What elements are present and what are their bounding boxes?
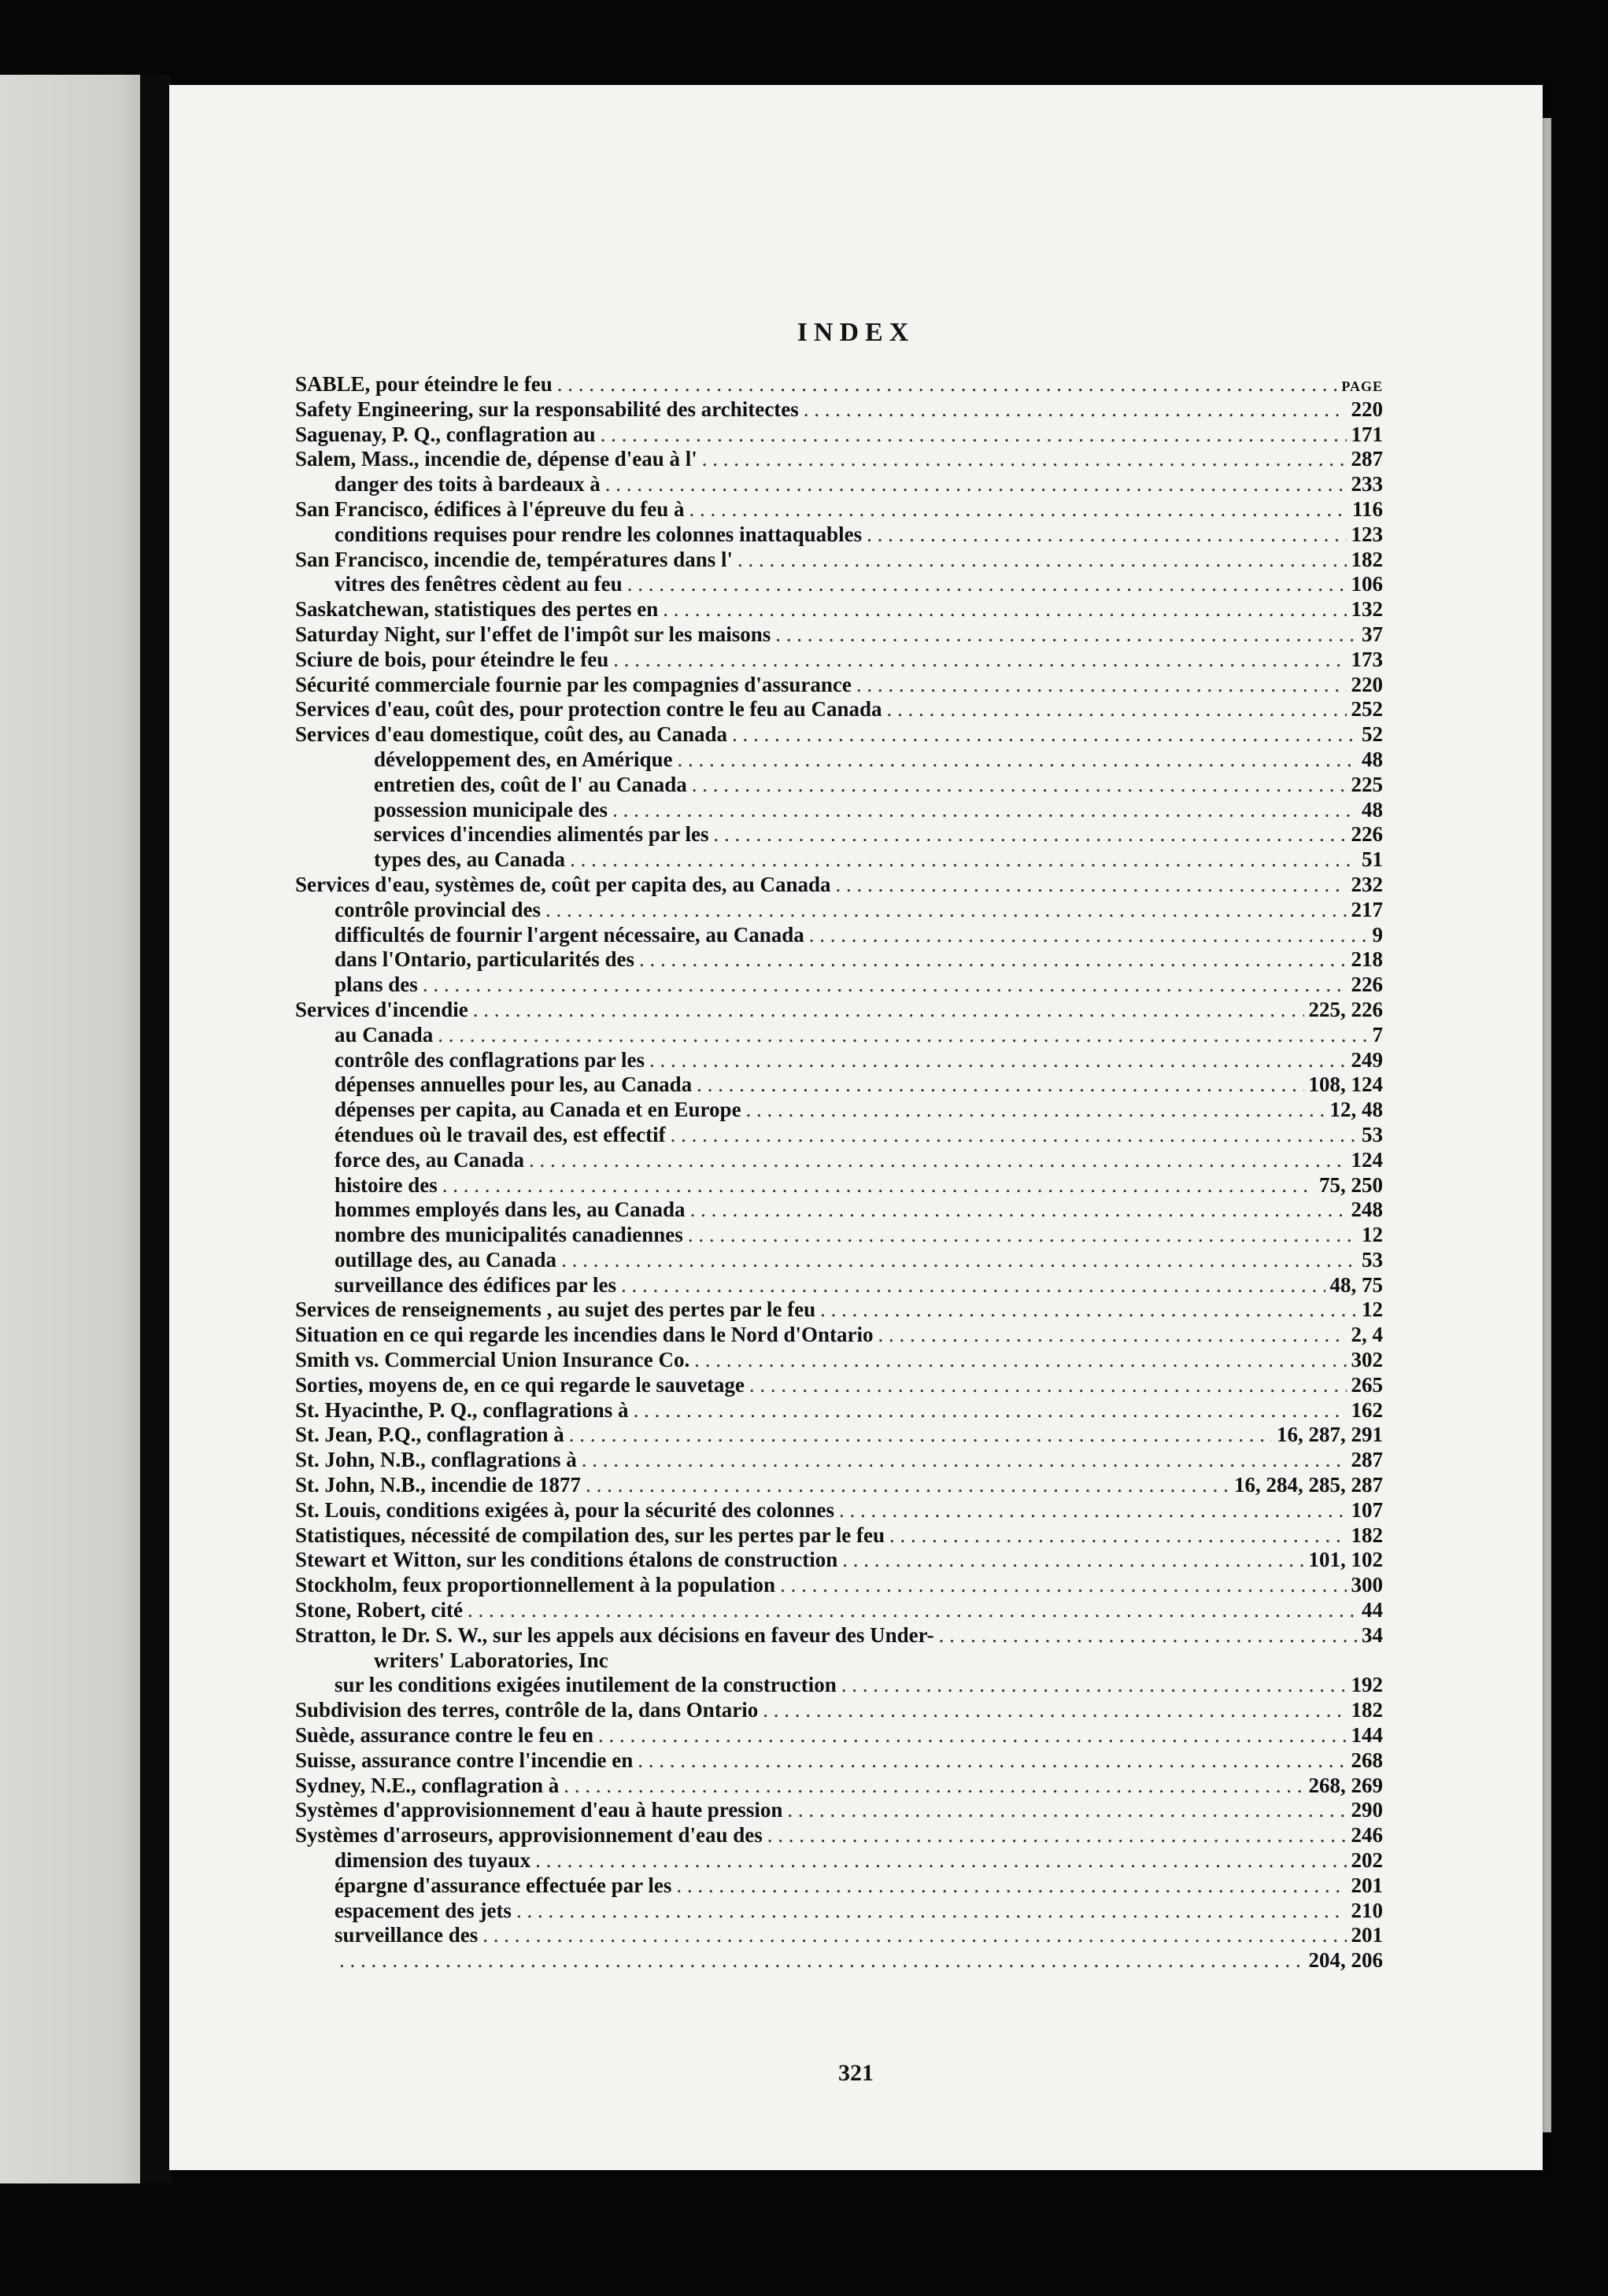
leader-dots (702, 447, 1347, 472)
index-entry-text: vitres des fenêtres cèdent au feu (335, 572, 623, 596)
index-entry-pages: 162 (1351, 1397, 1383, 1422)
index-entry-pages: 225 (1351, 772, 1383, 796)
index-entry-text: contrôle provincial des (335, 897, 541, 921)
leader-dots (677, 747, 1357, 773)
index-entry (295, 1048, 1383, 1073)
index-entry-text: Sydney, N.E., conflagration à (295, 1773, 560, 1797)
index-entry (295, 1573, 1383, 1598)
index-entry-pages: 252 (1351, 697, 1383, 722)
leader-dots (671, 1123, 1357, 1148)
index-entry-pages: 290 (1351, 1798, 1383, 1822)
leader-dots (601, 423, 1347, 448)
index-entry-text: dans l'Ontario, particularités des (335, 947, 635, 972)
index-entry (295, 1848, 1383, 1873)
leader-dots (535, 1848, 1346, 1873)
index-entry-pages: 201 (1351, 1923, 1383, 1947)
index-entry-text: Situation en ce qui regarde les incendies dans le Nord d'Ontario (295, 1323, 874, 1347)
index-entry (295, 497, 1383, 522)
index-entry (295, 597, 1383, 622)
index-entry (295, 1774, 1383, 1799)
index-entry (295, 1448, 1383, 1473)
leader-dots (569, 1423, 1272, 1448)
index-entry (295, 697, 1383, 722)
index-entry-text: danger des toits à bardeaux à (335, 472, 601, 496)
index-entry-text: Sciure de bois, pour éteindre le feu (295, 647, 609, 671)
index-entry (295, 423, 1383, 448)
index-entry (295, 1923, 1383, 1948)
index-entry-pages: 116 (1351, 496, 1383, 521)
index-entry (295, 572, 1383, 597)
index-entry-pages: 52 (1362, 722, 1383, 747)
leader-dots (809, 923, 1368, 948)
leader-dots (737, 548, 1347, 573)
index-entry-pages: 75, 250 (1319, 1172, 1383, 1197)
page-title: INDEX (797, 318, 915, 347)
leader-dots (598, 1723, 1347, 1748)
index-entry-text: Safety Engineering, sur la responsabilité des architectes (295, 397, 799, 421)
index-entry-text: conditions requises pour rendre les colonnes inattaquables (335, 522, 863, 546)
index-entry (295, 1023, 1383, 1048)
index-entry-pages: 9 (1372, 922, 1383, 947)
index-entry (295, 1173, 1383, 1198)
index-entry-text: Services d'eau, coût des, pour protection contre le feu au Canada (295, 697, 882, 722)
leader-dots (688, 1223, 1357, 1248)
leader-dots (767, 1823, 1347, 1848)
index-entry-text: Suède, assurance contre le feu en (295, 1723, 593, 1748)
index-entry-text: San Francisco, édifices à l'épreuve du feu à (295, 496, 685, 521)
index-entry-pages: 12 (1362, 1223, 1383, 1247)
index-entry (295, 873, 1383, 898)
index-entry-pages: 182 (1351, 1523, 1383, 1547)
index-entry-text: entretien des, coût de l' au Canada (374, 772, 687, 796)
page-column-label: PAGE (1341, 378, 1383, 394)
index-entry-pages: 248 (1351, 1198, 1383, 1222)
leader-dots (516, 1899, 1347, 1924)
leader-dots (804, 397, 1347, 423)
leader-dots (886, 697, 1346, 722)
leader-dots (613, 648, 1346, 673)
leader-dots (663, 597, 1346, 622)
index-entry-text: outillage des, au Canada (335, 1247, 557, 1272)
index-entry (295, 722, 1383, 747)
index-entry-pages: 226 (1351, 822, 1383, 847)
index-entry (295, 1648, 1383, 1674)
index-entry-text: nombre des municipalités canadiennes (335, 1223, 683, 1247)
index-entry-pages: 268 (1351, 1748, 1383, 1772)
page-number: 321 (838, 2060, 874, 2086)
index-entry-text: St. John, N.B., conflagrations à (295, 1448, 577, 1472)
index-entry-text: sur les conditions exigées inutilement de la construction (335, 1673, 837, 1697)
index-entry-text: Smith vs. Commercial Union Insurance Co. (295, 1348, 690, 1372)
index-entry (295, 673, 1383, 698)
leader-dots (697, 1072, 1303, 1098)
index-entry (295, 1523, 1383, 1549)
index-entry-pages: 182 (1351, 547, 1383, 571)
index-entry-pages: 192 (1351, 1673, 1383, 1697)
index-entry-text: Saskatchewan, statistiques des pertes en (295, 597, 659, 622)
leader-dots (482, 1923, 1346, 1948)
index-entry-text: Stratton, le Dr. S. W., sur les appels aux décisions en faveur des Under- (295, 1622, 934, 1647)
index-entry-pages: 48 (1362, 747, 1383, 771)
index-entry-text: développement des, en Amérique (374, 747, 673, 771)
leader-dots (939, 1623, 1357, 1648)
leader-dots (842, 1548, 1303, 1573)
index-entry-text: histoire des (335, 1172, 438, 1197)
index-entry (295, 1348, 1383, 1373)
index-entry-pages: 144 (1351, 1723, 1383, 1748)
index-entry-pages: 210 (1351, 1898, 1383, 1922)
index-entry-pages: 171 (1351, 422, 1383, 446)
index-entry-pages: 217 (1351, 897, 1383, 921)
index-entry (295, 822, 1383, 847)
book-spine (140, 75, 172, 2183)
index-entry (295, 1098, 1383, 1123)
leader-dots (689, 497, 1347, 522)
leader-dots (820, 1297, 1357, 1323)
index-entry-pages: 16, 284, 285, 287 (1234, 1473, 1383, 1497)
index-entry (295, 847, 1383, 873)
index-entry (295, 1723, 1383, 1748)
index-entry (295, 1223, 1383, 1248)
index-entry-text: possession municipale des (374, 797, 608, 821)
index-entry-pages: 12 (1362, 1297, 1383, 1322)
index-entry-pages: 202 (1351, 1848, 1383, 1873)
index-entry-text: épargne d'assurance effectuée par les (335, 1873, 672, 1897)
leader-dots (878, 1323, 1347, 1348)
index-entry (295, 1748, 1383, 1774)
index-entry (295, 1698, 1383, 1723)
index-entry-text: SABLE, pour éteindre le feu (295, 372, 553, 396)
index-entry-pages: 249 (1351, 1047, 1383, 1072)
index-entry-text: dépenses per capita, au Canada et en Europe (335, 1098, 741, 1122)
index-entry-pages: 226 (1351, 973, 1383, 997)
index-entry (295, 1072, 1383, 1098)
index-entry (295, 798, 1383, 823)
index-entry-text: Salem, Mass., incendie de, dépense d'eau à l' (295, 447, 697, 471)
index-entry-text: Stewart et Witton, sur les conditions étalons de construction (295, 1548, 838, 1572)
index-entry (295, 397, 1383, 423)
leader-dots (692, 773, 1347, 798)
index-entry (295, 1873, 1383, 1899)
leader-dots (694, 1348, 1346, 1373)
index-entry-text: Stockholm, feux proportionnellement à la population (295, 1573, 776, 1597)
leader-dots (690, 1198, 1347, 1223)
leader-dots (529, 1148, 1346, 1173)
index-entry-pages: 182 (1351, 1698, 1383, 1722)
index-entry-text: Sorties, moyens de, en ce qui regarde le sauvetage (295, 1372, 745, 1397)
index-entry (295, 447, 1383, 472)
index-entry-text: St. Jean, P.Q., conflagration à (295, 1423, 564, 1447)
index-entry-pages: 48, 75 (1329, 1272, 1383, 1297)
index-entry (295, 1899, 1383, 1924)
leader-dots (570, 847, 1357, 873)
leader-dots (889, 1523, 1347, 1549)
index-entry-pages: 48 (1362, 797, 1383, 821)
index-entry (295, 1148, 1383, 1173)
index-entry (295, 1323, 1383, 1348)
index-entry-text: St. Louis, conditions exigées à, pour la sécurité des colonnes (295, 1497, 835, 1522)
index-entry-pages: 218 (1351, 947, 1383, 972)
index-entry-text: surveillance des (335, 1923, 479, 1947)
index-entry (295, 1373, 1383, 1398)
index-entry-text: St. Hyacinthe, P. Q., conflagrations à (295, 1397, 629, 1422)
index-entry (295, 1423, 1383, 1448)
index-entry-text: dépenses annuelles pour les, au Canada (335, 1072, 693, 1097)
index-entry-pages: 37 (1362, 622, 1383, 646)
index-entry-pages: 106 (1351, 572, 1383, 596)
leader-dots (856, 673, 1347, 698)
index-entry-pages: 173 (1351, 647, 1383, 671)
index-entry-pages: 246 (1351, 1823, 1383, 1848)
index-entry-pages: 16, 287, 291 (1277, 1423, 1383, 1447)
index-entry (295, 947, 1383, 973)
index-entry-pages: 44 (1362, 1598, 1383, 1622)
index-entry (295, 622, 1383, 648)
index-entry (295, 1548, 1383, 1573)
leader-dots (839, 1498, 1346, 1523)
index-entry (295, 747, 1383, 773)
index-entry (295, 1198, 1383, 1223)
leader-dots (564, 1774, 1303, 1799)
index-entry-pages: 204, 206 (1308, 1948, 1383, 1973)
leader-dots (713, 822, 1346, 847)
index-entry-text: Sécurité commerciale fournie par les compagnies d'assurance (295, 672, 852, 696)
index-entry (295, 998, 1383, 1023)
index-entry-pages: 34 (1362, 1622, 1383, 1647)
index-entry (295, 1398, 1383, 1423)
leader-dots (867, 522, 1346, 548)
leader-dots (649, 1048, 1347, 1073)
index-entry-text: Saguenay, P. Q., conflagration au (295, 422, 596, 446)
leader-dots (605, 472, 1347, 497)
leader-dots (732, 722, 1357, 747)
index-entry-text: writers' Laboratories, Inc (374, 1648, 608, 1672)
index-entry (295, 1273, 1383, 1298)
index-entry-text: types des, au Canada (374, 847, 566, 872)
index-entry-pages: 300 (1351, 1573, 1383, 1597)
index-entry-pages: 220 (1351, 672, 1383, 696)
index-entry-pages: 101, 102 (1308, 1548, 1383, 1572)
index-entry-text: surveillance des édifices par les (335, 1272, 616, 1297)
leader-dots (612, 798, 1357, 823)
index-entry (295, 1948, 1383, 1973)
index-entry-pages: 51 (1362, 847, 1383, 872)
index-entry-pages: 53 (1362, 1122, 1383, 1146)
index-entry (295, 1673, 1383, 1698)
index-entry-pages: 287 (1351, 447, 1383, 471)
index-entry (295, 1823, 1383, 1848)
index-entry (295, 1248, 1383, 1273)
index-entry-pages: 201 (1351, 1873, 1383, 1897)
index-entry (295, 1498, 1383, 1523)
index-entry-pages: 132 (1351, 597, 1383, 622)
index-entry-text: force des, au Canada (335, 1147, 525, 1172)
leader-dots (749, 1373, 1347, 1398)
leader-dots (586, 1473, 1229, 1498)
index-entry-text: espacement des jets (335, 1898, 512, 1922)
index-entry-text: hommes employés dans les, au Canada (335, 1198, 686, 1222)
leader-dots (639, 947, 1346, 973)
index-entry-text: Services d'eau domestique, coût des, au Canada (295, 722, 728, 747)
leader-dots (775, 622, 1357, 648)
index-entry-pages: 123 (1351, 522, 1383, 546)
leader-dots (787, 1798, 1346, 1823)
leader-dots (746, 1098, 1325, 1123)
index-entry-pages: 108, 124 (1308, 1072, 1383, 1097)
index-entry (295, 1623, 1383, 1648)
index-entry (295, 1123, 1383, 1148)
leader-dots (473, 998, 1304, 1023)
index-entry (295, 548, 1383, 573)
leader-dots (438, 1023, 1367, 1048)
leader-dots (582, 1448, 1347, 1473)
leader-dots (627, 572, 1347, 597)
index-entry (295, 1297, 1383, 1323)
index-entry-text: San Francisco, incendie de, températures dans l' (295, 547, 733, 571)
index-entry-pages: 220 (1351, 397, 1383, 421)
index-entry-text: étendues où le travail des, est effectif (335, 1122, 666, 1146)
index-entry-pages: 107 (1351, 1497, 1383, 1522)
index-entry-text: difficultés de fournir l'argent nécessaire, au Canada (335, 922, 804, 947)
leader-dots (676, 1873, 1346, 1899)
index-entry-text: services d'incendies alimentés par les (374, 822, 709, 847)
index-entry-text: St. John, N.B., incendie de 1877 (295, 1473, 582, 1497)
index-entry-text: Services d'incendie (295, 997, 468, 1021)
index-entry-text: Statistiques, nécessité de compilation des, sur les pertes par le feu (295, 1523, 885, 1547)
leader-dots (468, 1598, 1357, 1623)
leader-dots (557, 372, 1337, 397)
leader-dots (841, 1673, 1347, 1698)
index-entry (295, 472, 1383, 497)
index-entry-pages: 225, 226 (1308, 997, 1383, 1021)
index-entry-text: dimension des tuyaux (335, 1848, 531, 1873)
index-entry-pages: 7 (1372, 1022, 1383, 1046)
index-entry (295, 923, 1383, 948)
leader-dots (423, 973, 1347, 998)
leader-dots (780, 1573, 1346, 1598)
index-entry-pages: 265 (1351, 1372, 1383, 1397)
index-entry-pages: 53 (1362, 1247, 1383, 1272)
index-list (295, 372, 1383, 1973)
leader-dots (442, 1173, 1314, 1198)
index-entry-text: Systèmes d'arroseurs, approvisionnement d'eau des (295, 1823, 763, 1848)
index-entry (295, 648, 1383, 673)
leader-dots (634, 1398, 1347, 1423)
index-entry-pages: 12, 48 (1329, 1098, 1383, 1122)
index-entry-text: Subdivision des terres, contrôle de la, dans Ontario (295, 1698, 759, 1722)
leader-dots (835, 873, 1346, 898)
book-page (169, 85, 1543, 2170)
index-entry-text: Services d'eau, systèmes de, coût per capita des, au Canada (295, 872, 831, 896)
index-entry (295, 1798, 1383, 1823)
leader-dots (561, 1248, 1357, 1273)
index-entry (295, 898, 1383, 923)
index-entry-pages: 268, 269 (1308, 1773, 1383, 1797)
index-entry-text: au Canada (335, 1022, 434, 1046)
index-entry-text: contrôle des conflagrations par les (335, 1047, 645, 1072)
index-entry-pages: 287 (1351, 1448, 1383, 1472)
index-entry-text: Suisse, assurance contre l'incendie en (295, 1748, 634, 1772)
index-entry-pages: 233 (1351, 472, 1383, 496)
left-page-edge (0, 75, 150, 2183)
leader-dots (638, 1748, 1346, 1774)
leader-dots (545, 898, 1347, 923)
index-entry-pages: 302 (1351, 1348, 1383, 1372)
index-entry-text: Stone, Robert, cité (295, 1598, 463, 1622)
index-entry-pages: 232 (1351, 872, 1383, 896)
index-entry (295, 522, 1383, 548)
index-entry-text: Services de renseignements , au sujet des pertes par le feu (295, 1297, 816, 1322)
leader-dots (339, 1948, 1304, 1973)
index-entry-pages: 2, 4 (1351, 1323, 1383, 1347)
leader-dots (763, 1698, 1346, 1723)
index-entry (295, 372, 1383, 397)
index-entry-text: plans des (335, 973, 418, 997)
index-entry-pages: 124 (1351, 1147, 1383, 1172)
index-entry (295, 773, 1383, 798)
index-entry-text: Saturday Night, sur l'effet de l'impôt sur les maisons (295, 622, 771, 646)
index-entry (295, 1473, 1383, 1498)
index-entry (295, 1598, 1383, 1623)
leader-dots (621, 1273, 1325, 1298)
index-entry-text: Systèmes d'approvisionnement d'eau à haute pression (295, 1798, 783, 1822)
index-entry (295, 973, 1383, 998)
